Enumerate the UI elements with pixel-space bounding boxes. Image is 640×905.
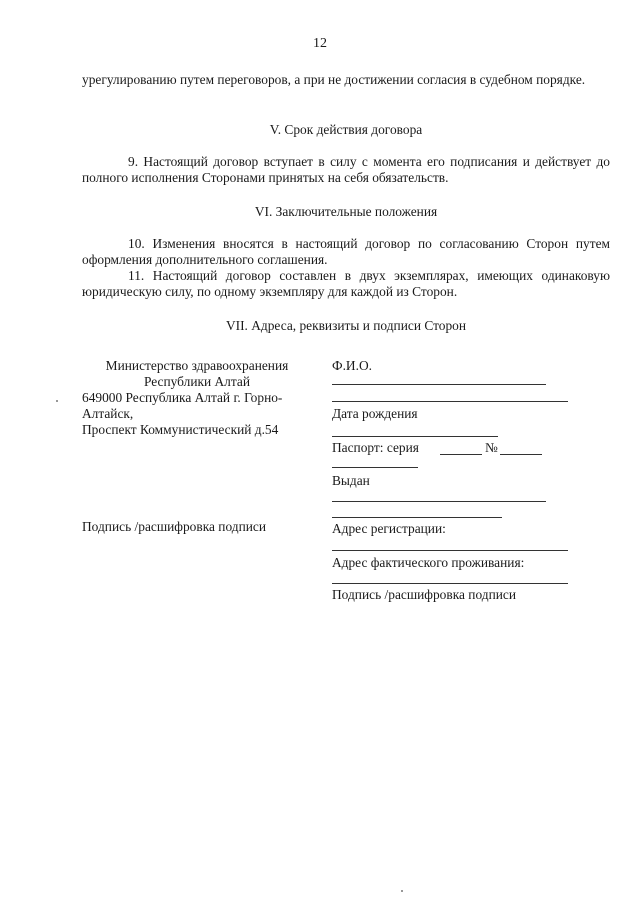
section-5 xyxy=(82,122,610,138)
passport-blank-line-2 xyxy=(332,467,418,468)
registration-address-label: Адрес регистрации: xyxy=(332,521,446,536)
left-signature-label: Подпись /расшифровка подписи xyxy=(82,519,267,534)
clause-11: 11. Настоящий договор составлен в двух экземплярах, имеющих одинаковую юридическую силу, по одному экземпляру для каждой из Сторон. xyxy=(82,268,610,299)
party-left-block xyxy=(82,358,312,438)
passport-series-label: Паспорт: серия xyxy=(332,440,419,455)
fio-blank-line-1 xyxy=(332,384,546,385)
intro-paragraph-block xyxy=(82,72,610,88)
issued-label: Выдан xyxy=(332,473,370,488)
registration-address-blank-line xyxy=(332,550,568,551)
ministry-address-line1: 649000 Республика Алтай г. Горно- xyxy=(82,390,283,405)
birth-date-blank-line xyxy=(332,436,498,437)
page-number: 12 xyxy=(313,36,327,51)
scan-speck xyxy=(56,400,58,402)
section-7 xyxy=(82,318,610,334)
clause-9: 9. Настоящий договор вступает в силу с момента его подписания и действует до полного исполнения Сторонами принятых на себя обязательств. xyxy=(82,154,610,185)
intro-paragraph: урегулированию путем переговоров, а при не достижении согласия в судебном порядке. xyxy=(82,72,586,87)
ministry-name-line2: Республики Алтай xyxy=(143,374,250,389)
fio-label: Ф.И.О. xyxy=(332,358,372,373)
section-6-body xyxy=(82,236,610,300)
passport-series-blank-line xyxy=(440,454,482,455)
section-6 xyxy=(82,204,610,220)
issued-blank-line-1 xyxy=(332,501,546,502)
section-7-heading: VII. Адреса, реквизиты и подписи Сторон xyxy=(225,318,467,333)
clause-10: 10. Изменения вносятся в настоящий договор по согласованию Сторон путем оформления дополнительного соглашения. xyxy=(82,236,610,267)
passport-number-blank-line xyxy=(500,454,542,455)
scan-speck xyxy=(401,890,403,892)
section-6-heading: VI. Заключительные положения xyxy=(254,204,438,219)
birth-date-label: Дата рождения xyxy=(332,406,418,421)
fio-blank-line-2 xyxy=(332,401,568,402)
section-5-body xyxy=(82,154,610,186)
ministry-name-line1: Министерство здравоохранения xyxy=(105,358,289,373)
actual-address-label: Адрес фактического проживания: xyxy=(332,555,525,570)
right-signature-label: Подпись /расшифровка подписи xyxy=(332,587,517,602)
section-5-heading: V. Срок действия договора xyxy=(269,122,423,137)
ministry-address-line2: Алтайск, xyxy=(82,406,134,421)
ministry-address-line3: Проспект Коммунистический д.54 xyxy=(82,422,279,437)
passport-number-label: № xyxy=(485,440,498,455)
issued-blank-line-2 xyxy=(332,517,502,518)
actual-address-blank-line xyxy=(332,583,568,584)
